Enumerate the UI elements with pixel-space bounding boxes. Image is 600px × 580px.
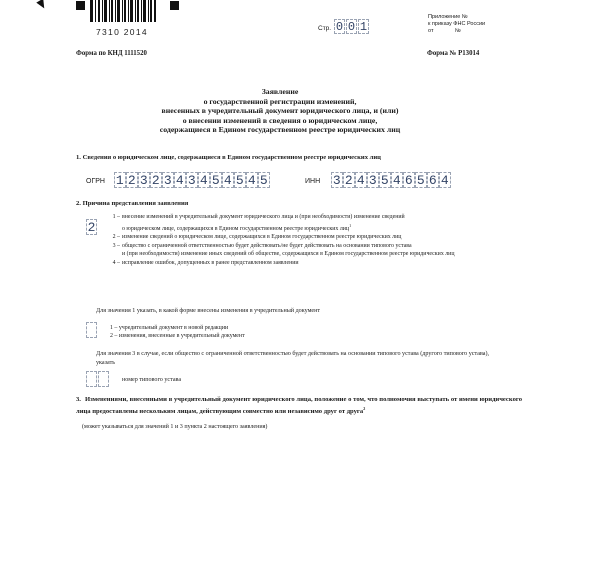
charter-digit-cell[interactable] [98,371,109,387]
reason-item [110,242,520,259]
reason-number: 1 – [112,214,120,220]
digit-cell[interactable]: 5 [211,172,220,188]
reason-text-cont: и (при необходимости) изменение иных сведений об обществе, содержащихся в Едином государственном реестре юридических лиц [122,251,455,258]
reason-item [110,213,520,233]
page-digit-cell[interactable]: 1 [359,19,368,34]
reason-text: общество с ограниченной ответственностью будет действовать/не будет действовать на основании типового устава [122,242,412,249]
reason-number: 3 – [112,242,120,249]
reason-item [110,259,520,268]
section3-title: 3. Изменениями, внесенными в учредительный документ юридического лица, положение о том, что полномочия выступать от имени юридического лица предоставлены нескольким лицам, действующим совместно или независимо друг от друга$^2$ [76,396,522,415]
reason-text: исправление ошибок, допущенных в ранее представленном заявлении [122,259,299,266]
section3-note: (может указываться для значений 1 и 3 пункта 2 настоящего заявления) [82,424,268,430]
footnote-mark: 1 [349,222,352,228]
corner-marker-icon [76,1,85,10]
form-number: Форма № Р13014 [427,50,480,57]
digit-cell[interactable]: 6 [428,172,437,188]
digit-cell[interactable]: 2 [127,172,136,188]
section3-number: 3. [76,396,81,403]
digit-cell[interactable]: 2 [151,172,160,188]
digit-cell[interactable]: 4 [356,172,365,188]
digit-cell[interactable]: 4 [392,172,401,188]
digit-cell[interactable]: 3 [187,172,196,188]
page-digit-cell[interactable]: 0 [335,19,344,34]
value3-intro: Для значения 3 в случае, если общество с ограниченной ответственностью будет действовать на основании типового устава (другого типового устава), указать [96,351,489,366]
digit-cell[interactable]: 4 [223,172,232,188]
reason-text: изменение сведений о юридическом лице, содержащихся в Едином государственном реестре юридических лиц [122,234,402,241]
mouse-cursor-icon [36,0,47,10]
digit-cell[interactable]: 5 [416,172,425,188]
form-code-knd: Форма по КНД 1111520 [76,50,147,57]
page-digit-cell[interactable]: 0 [347,19,356,34]
charter-digit-cell[interactable] [86,371,97,387]
digit-cell[interactable]: 3 [368,172,377,188]
reason-text: внесение изменений в учредительный документ юридического лица и (при необходимости) изменение сведений [122,214,405,220]
reason-value-cell[interactable]: 2 [87,219,96,235]
reasons-list [110,213,520,268]
reason-text-cont: о юридическом лице, содержащихся в Едином государственном реестре юридических лиц$^1$ [122,222,352,232]
section2-title: 2. Причина представления заявления [76,200,189,207]
barcode-number: 7310 2014 [96,27,148,37]
digit-cell[interactable]: 4 [247,172,256,188]
reason-number: 2 – [112,234,120,241]
ogrn-label: ОГРН [86,178,105,185]
digit-cell[interactable]: 2 [344,172,353,188]
digit-cell[interactable]: 6 [404,172,413,188]
reason-number: 4 – [112,259,120,266]
digit-cell[interactable]: 4 [440,172,449,188]
page-label: Стр. [318,25,332,32]
value1-option: 2 – изменения, внесенные в учредительный документ [110,333,245,340]
ogrn-field[interactable] [114,172,270,188]
corner-marker-icon [170,1,179,10]
value1-intro: Для значения 1 указать, в какой форме внесены изменения в учредительный документ [96,308,321,314]
digit-cell[interactable]: 3 [139,172,148,188]
digit-cell[interactable]: 5 [235,172,244,188]
value1-options [110,324,245,341]
document-title: Заявление о государственной регистрации изменений, внесенных в учредительный документ юридического лица, и (или) о внесении изменений в сведения о юридическом лице, содержащиеся в Едином государственном реестре юридических лиц [159,87,401,135]
value1-option: 1 – учредительный документ в новой редакции [110,325,229,331]
order-note: Приложение № к приказу ФНС России от № [428,14,486,34]
value1-form-cell[interactable] [86,322,97,338]
digit-cell[interactable]: 1 [115,172,124,188]
inn-label: ИНН [305,178,321,185]
section1-title: 1. Сведения о юридическом лице, содержащиеся в Едином государственном реестре юридических лиц [76,154,381,161]
digit-cell[interactable]: 5 [380,172,389,188]
barcode-image [90,0,156,22]
reason-item [110,233,520,242]
digit-cell[interactable]: 3 [332,172,341,188]
digit-cell[interactable]: 3 [163,172,172,188]
page-number-cells [334,19,370,34]
inn-field[interactable] [331,172,451,188]
digit-cell[interactable]: 4 [199,172,208,188]
digit-cell[interactable]: 5 [259,172,268,188]
digit-cell[interactable]: 4 [175,172,184,188]
footnote-mark: 2 [363,405,366,411]
charter-number-label: номер типового устава [122,377,182,383]
charter-number-cells[interactable] [86,371,110,387]
